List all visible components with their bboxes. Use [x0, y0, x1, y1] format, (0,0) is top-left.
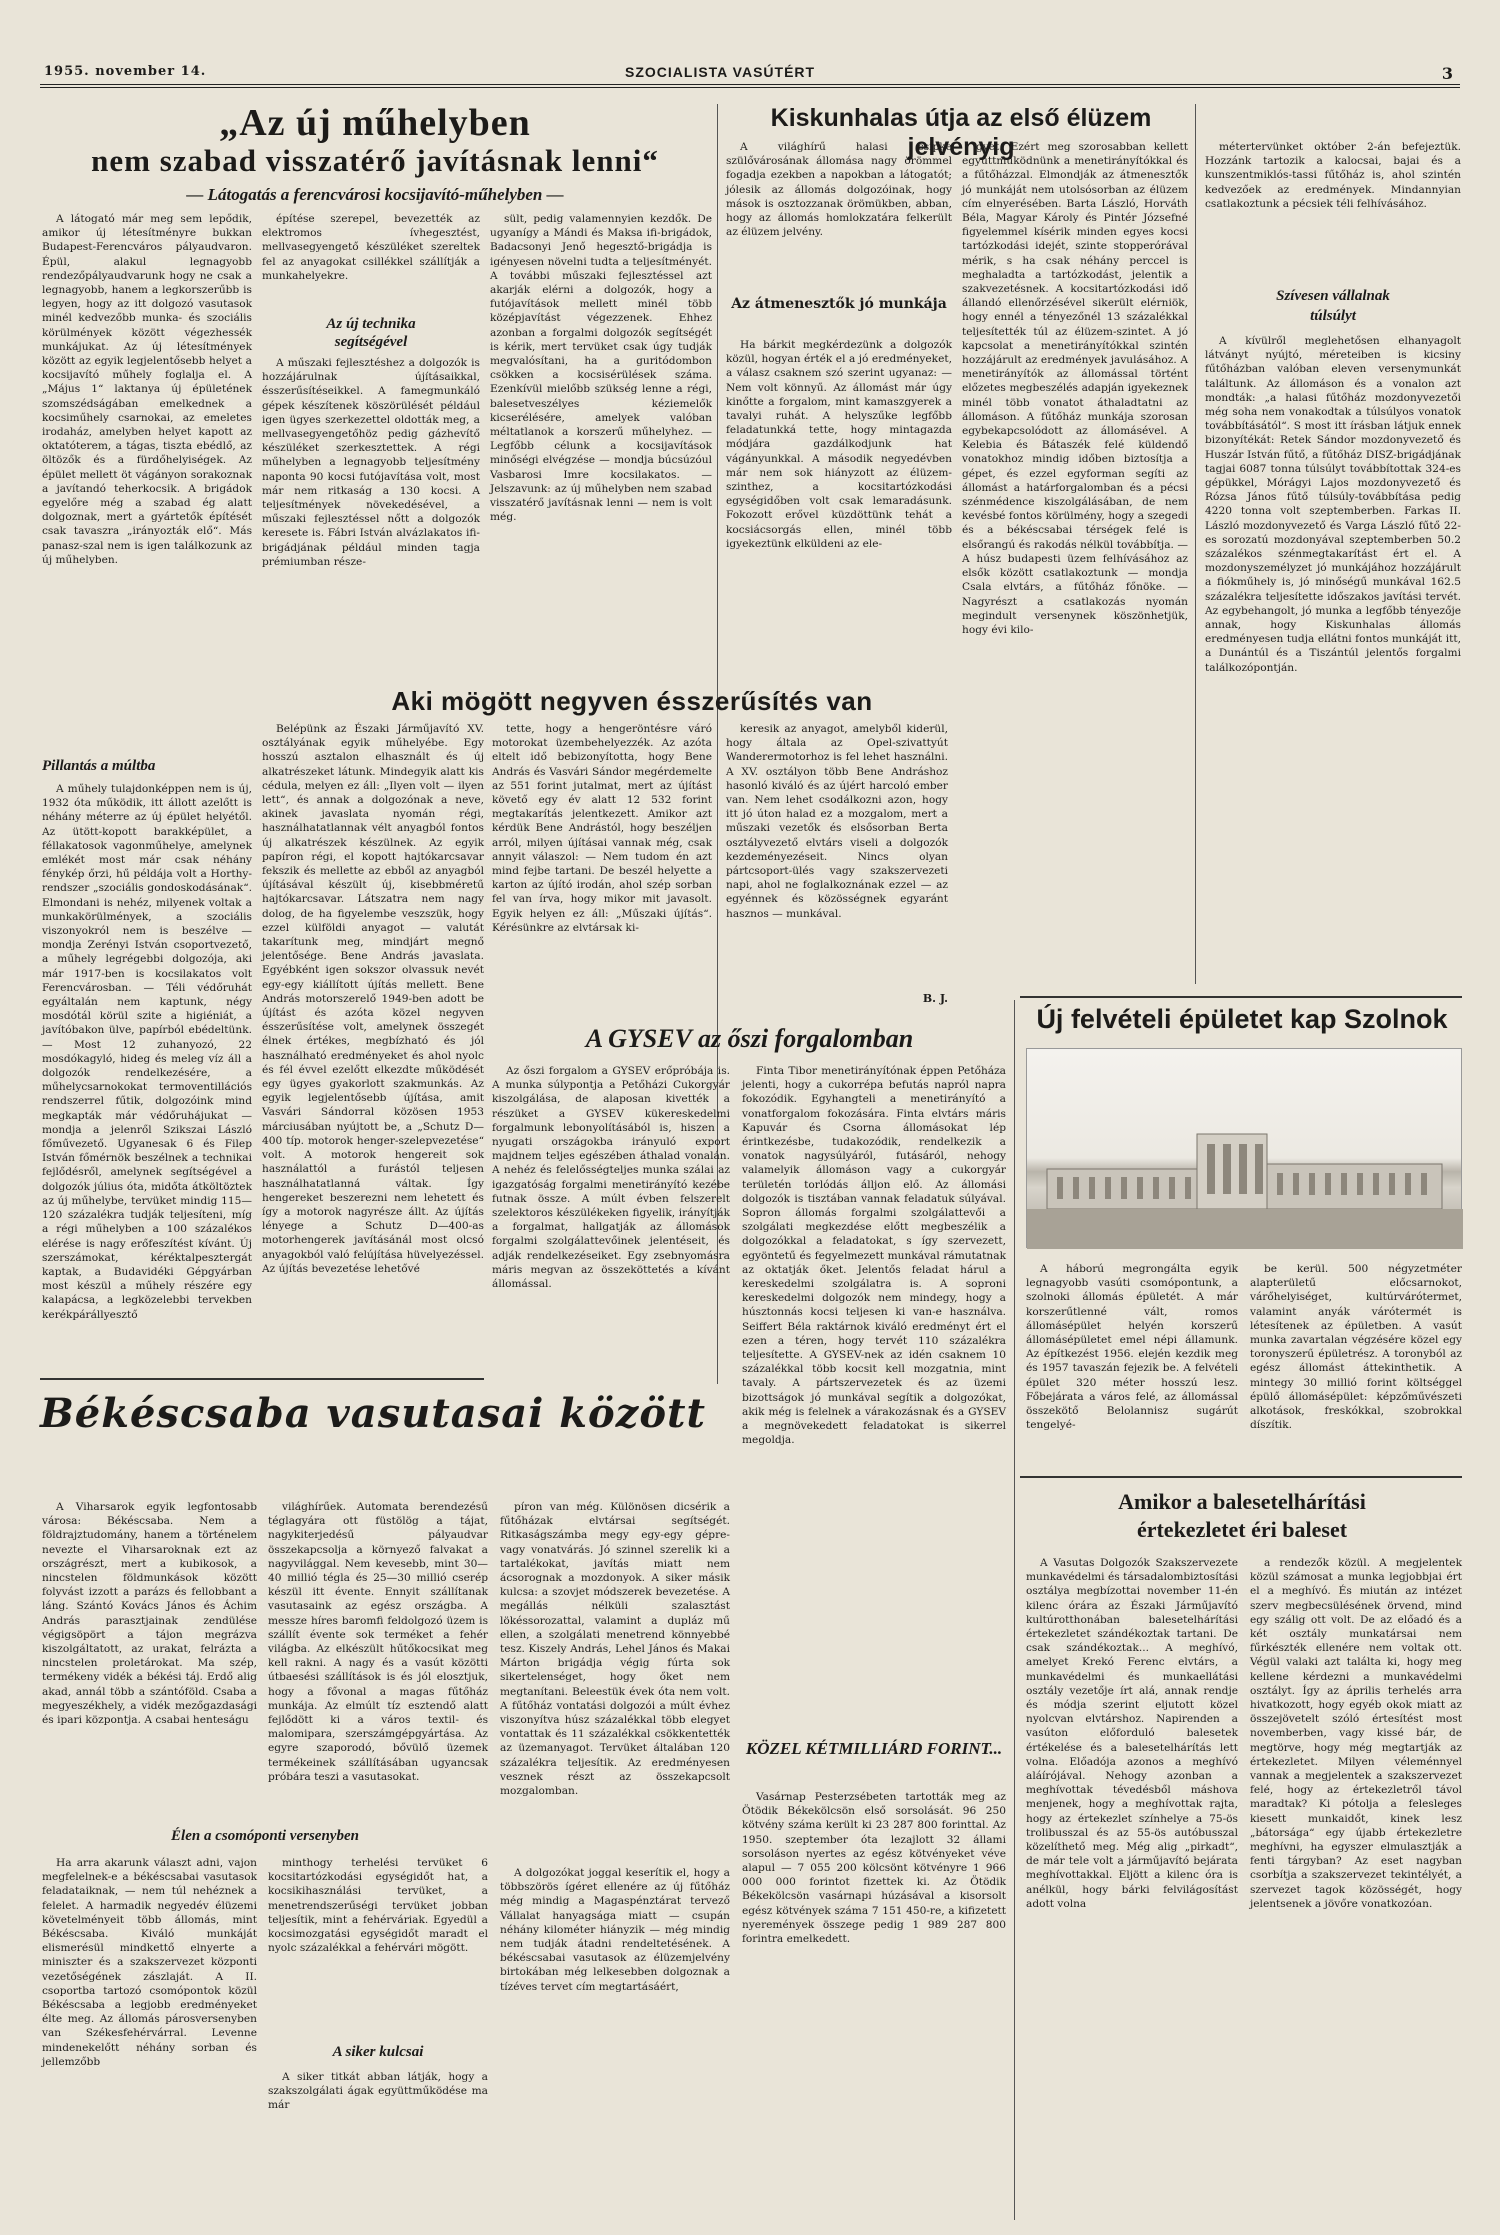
- article-4-subhead: KÖZEL KÉTMILLIÁRD FORINT...: [745, 1739, 1003, 1758]
- column-rule: [1195, 104, 1196, 984]
- article-6-paragraph: be kerül. 500 négyzetméter alapterületű előcsarnokot, várőhelyiséget, kultúrvárótermet, valamint anyák várótermét is létesítenek az épületben. A vasút munka zavartalan végzésére közel egy toronyszerű épületrész. A toronyból az egész állomást áttekinthetik. A mintegy 30 millió forint költséggel épülő állomásépület: képzőművészeti alkotások, freskókkal, szobrokkal díszítik.: [1250, 1263, 1462, 1432]
- article-2-subhead-2a: Szívesen vállalnak: [1276, 288, 1390, 304]
- article-2-paragraph: A világhírű halasi csipke szülővárosának állomása nagy örömmel fogadja ezekben a napokban a látogatót; jólesik az állomás dolgozóinak, hogy mások is osztozzanak örömükben, abban, hogy az állomás homlokzatára felkerült az élüzem jelvény.: [726, 141, 952, 239]
- article-1-paragraph: A látogató már meg sem lepődik, amikor új létesítményre bukkan Budapest-Ferencváros pályaudvaron. Épül, alakul legnagyobb rendezőpályaudvarunk hogy ne csak a legnagyobb, hanem a legkorszerűbb is legyen, hogy az itt dolgozó vasutasok minél kedvezőbb munka- és szociális körülmények között végezhessék munkájukat. Az új létesítmények között az egyik legjelentősebb helyet a kocsijavító műhely foglalja el. A „Május 1“ laktanya új épületének szomszédságában emelkednek a kocsiműhely csarnokai, az emeletes irodaház, amelyben helyet kapott az oktatóterem, a tágas, tiszta ebédlő, az öltözők és a fürdőhelyiségek. Az épület mellett öt vágányon sorakoznak a javítandó teherkocsik. A brigádok egyelőre még a szabad ég alatt dolgoznak, mert a gyártetők építését csak tavaszra „irányozták elő“. Más panasz-szal nem is igen találkozunk az új műhelyben.: [42, 213, 252, 566]
- issue-date: 1955. november 14.: [44, 64, 207, 79]
- article-5-column-3: [500, 1500, 730, 1858]
- article-1-kicker: — Látogatás a ferencvárosi kocsijavító-műhelyben —: [186, 185, 564, 204]
- article-3-paragraph: keresik az anyagot, amelyből kiderül, hogy általa az Opel-szivattyút Wanderermotorhoz is fel lehet használni. A XV. osztályon több Bene Andráshoz hasonló kiváló és az újért harcoló ember van. Nem lehet csodálkozni azon, hogy itt jó úton halad ez a mozgalom, mert a műszaki vezetők és elsősorban Berta osztályvezető elvtárs viseli a dolgozók kezdeményezéseit. Nincs olyan pártcsoport-ülés vagy szakszervezeti napi, ahol ne foglalkoznának ezzel — az egyénnek és közösségnek egyaránt hasznos — munkával.: [726, 723, 948, 920]
- article-1-column-2: [262, 212, 480, 312]
- masthead: [40, 62, 1460, 88]
- article-2-paragraph: A kívülről meglehetősen elhanyagolt látványt nyújtó, méreteiben is kicsiny fűtőházban valóban eleven versenymunkát találtunk. Az állomáson és a vonalon azt mondták: „a halasi fűtőház mozdonyvezetői még soha nem vonakodtak a túlsúlyos vonatok továbbításától“. S most itt írásban látjuk ennek bizonyítékát: Retek Sándor mozdonyvezető és Huszár István fűtő, a fűtőház DISZ-brigádjának tagjai 6087 tonna túlsúlyt továbbítottak 324-es gépükkel, Mórágyi Lajos mozdonyvezető és Rózsa János fűtő túlsúly-továbbítása pedig 4220 tonna volt szeptemberben. Farkas II. László mozdonyvezető és Varga László fűtő 22-es sorozatú mozdonyával szeptemberben 50.2 százalékos szénmegtakarítást ért el. A mozdonyszemélyzet jó munkájához hozzájárult a fiókműhely is, jó minőségű munkával 162.5 százalékra teljesítette időszakos javítási tervét. Az egybehangolt, jó munka a legfőbb tényezője annak, hogy Kiskunhalas állomás eredményesen tudja ellátni fontos munkáját itt, a Dunántúl és a Tiszántúl jelentős forgalmi találkozópontján.: [1205, 335, 1461, 674]
- article-4-paragraph: Finta Tibor menetirányítónak éppen Petőháza jelenti, hogy a cukorrépa befutás napról napra fokozódik. Egyhangteli a menetirányító a vonatforgalom fokozására. Finta elvtárs máris Kapuvár és Csorna állomásokat lép érintkezésbe, tudakozódik, rendelkezik a vonatok nagysúlyáról, futásáról, nehogy valamelyik állomáson vagy a cukorgyár területén torlódás álljon elő. Az állomási dolgozók is tisztában vannak feladatuk súlyával. Sopron állomás forgalmi szolgálattevői a szolgálati megkezdése előtt megbeszélik a dolgozókkal a feladatokat, s így szervezett, egyöntetű és fegyelmezett munkával rámutatnak az oktatják őket. Jelentős feladat hárul a kereskedelmi szolgálatra is. A soproni kereskedelmi dolgozók nem mindegy, hogy a húsztonnás kocsi teljesen ki van-e használva. Seiffert Béla raktárnok kiváló eredményt ért el ezen a téren, hogy tervét 110 százalékra teljesítette. A GYSEV-nek az idén csaknem 10 százalékkal több kocsit kell mozgatnia, mint tavaly. A pártszervezetek és az üzemi bizottságok jó munkával segítik a dolgozókat, akik még is felelnek a várakozásnak és a GYSEV a megnövekedett feladatokat is sikerrel megoldja.: [742, 1065, 1006, 1447]
- article-5-paragraph: A Viharsarok egyik legfontosabb városa: Békéscsaba. Nem a földrajztudomány, hanem a történelem nevezte el Viharsaroknak ezt az országrészt, mert a kubikosok, a nincstelen földmunkások között folyvást izzott a parázs és fellobbant a láng. Szántó Kovács János és Áchim András parasztjainak zendülése végigsöpört a tájon megrázva kiszolgáltatott, az urakat, felrázta a nincstelen proletárokat. Ma szép, termékeny vidék a békési táj. Erdő alig akad, annál több a szántóföld. Csaba a megyeszékhely, a vidék mezőgazdasági és ipari központja. A csabai henteságu: [42, 1501, 257, 1727]
- article-2-column-1: [726, 140, 952, 290]
- article-2-paragraph: métertervünket október 2-án befejeztük. Hozzánk tartozik a kalocsai, bajai és a kunszentmiklós-tassi fűtőház is, ahol szintén kedvezőek az eredmények. Mindannyian csatlakoztunk a pécsiek téli felhívásához.: [1205, 141, 1461, 210]
- article-2-paragraph: gyet. Ezért meg szorosabban kellett együttműködnünk a menetirányítókkal és a fűtőházzal. Elmondják az átmenesztők jó munkáját nem utolsósorban az élüzem cím elnyerésében. Barta László, Horváth Béla, Magyar Károly és Pintér Józsefné figyelemmel kísérik minden egyes kocsi tartózkodási idejét, szinte stopperórával mérik, s ha csak néhány perccel is meghaladta a tartózkodást, jelentik a szakvezetésnek. A kocsitartózkodási idő állandó ellenőrzésével sikerült elérniök, hogy ennél a tényezőnél 13 százalékkal teljesítették túl az élüzem-szintet. A jó kapcsolat a menetirányítókkal szintén hozzájárult az eredmények javulásához. A menetirányítók az állomással történt előzetes megbeszélés adapján igyekeznek minél több vonatot áthaladtatni az állomáson. A fűtőház munkája szorosan egybekapcsolódott az állomásével. A Kelebia és Bátaszék felé küldendő vonatokhoz mindig időben biztosítja a gépet, és ezzel egyforman segíti az állomást a határforgalomban és a pécsi szénmédence kiszolgálásában, de nem kevésbé fontos körülmény, hogy a szegedi és a békéscsabai térségek felé is elsőrangú és rakodás nélkül továbbítja. — A húsz budapesti üzem felhívásához az elsők között csatlakoztunk — mondja Csala elvtárs, a fűtőház főnöke. — Nagyrészt a csatlakozás nyomán megindult versenynek köszönhetjük, hogy évi kilo-: [962, 141, 1188, 636]
- article-7-column-1: [1026, 1556, 1238, 2218]
- article-5-paragraph: világhírűek. Automata berendezésű téglagyára ott füstölög a tájat, nagykiterjedésű pályaudvar összekapcsolja a környező falvakat a nagyvilággal. Nem kevesebb, mint 30—40 millió tégla és 25—30 millió cserép készül itt évente. Ennyit szállítanak vasutasaink az egész országba. A messze híres baromfi feldolgozó üzem is szállít évente sok terméket a fehér világba. Az elkészült hűtőkocsikat meg kell rakni. A nagy és a vasút közötti útbaesési szállítások is és jól elosztjuk, hogy a fővonal a magas fűtőház munkája. Az elmúlt tíz esztendő alatt fejlődött ki a város textil- és malomipara, szerszámgépgyártása. Az egyre szaporodó, bővülő üzemek termékeinek szállításában ugyancsak próbára teszi a vasutasokat.: [268, 1501, 488, 1783]
- article-3-headline: Aki mögött negyven ésszerűsítés van: [391, 686, 873, 716]
- article-7-headline-line1: Amikor a balesetelhárítási: [1118, 1489, 1366, 1514]
- article-5-subhead-ranking: Élen a csomóponti versenyben: [171, 1828, 359, 1844]
- article-5-headline: Békéscsaba vasutasai között: [40, 1390, 707, 1437]
- article-1-headline-line1: „Az új műhelyben: [219, 102, 531, 144]
- article-3-paragraph: Belépünk az Északi Járműjavító XV. osztályának egyik műhelyébe. Egy hosszú asztalon elhasznált és új alkatrészeket látunk. Mindegyik alatt kis cédula, melyen ez áll: „Ilyen volt — ilyen lett“, és annak a dolgozónak a neve, akinek javaslata nyomán régi, használhatatlannak vélt anyagból fontos új alkatrészek készülnek. Az egyik papíron régi, el kopott hajtókarcsavar fekszik és mellette az ebből az anyagból újításával készült új, kisebbméretű hajtókarcsavar. Látszatra nem nagy dolog, de ha figyelembe veszszük, hogy ezzel külföldi anyagot — valutát takarítunk meg, mindjárt megnő jelentősége. Bene András javaslata. Egyébként igen sokszor olvassuk nevét egy-egy kiállított újítás mellett. Bene András motorszerelő 1949-ben adott be újítást és azóta közel negyven ésszerűsítése volt, amelynek összegét élnek értékes, megbízható és jól használható eredményeket és ahol nyolc és fél évvel ezelőtt elkezdte működését egy ügyes gyakorlott szakmunkás. Az egyik legjelentősebb újítása, amit Vasvári Sándorral közösen 1953 márciusában nyújtott be, a „Schutz D—400 típ. motorok henger-szelepvezetése“ volt. A motorok hengereit sok használattól a furástól teljesen használhatatlanná váltak. Így hengereket beszerezni nem lehetett és így a motorok nagyrésze állt. Az újítás lényege a Schutz D—400-as motorhengerek javításánál most olcsó anyagokból való felújítása hüvelyezéssel. Az újítás bevezetése lehetővé: [262, 723, 484, 1275]
- column-rule: [1014, 1000, 1015, 2220]
- article-1-paragraph: építése szerepel, bevezették az elektromos ívhegesztést, mellvasegyengető készüléket szereltek fel az anyagokat csillékkel szállítják a munkahelyekre.: [262, 213, 480, 282]
- article-2-column-3b: [1205, 334, 1461, 986]
- article-5-column-1b: [42, 1856, 257, 2218]
- article-5-column-2: [268, 1500, 488, 1812]
- article-5-paragraph: A siker titkát abban látják, hogy a szakszolgálati ágak együttműködése ma már: [268, 2071, 488, 2112]
- article-2-headline: Kiskunhalas útja az első élüzem jelvényig: [770, 104, 1152, 161]
- article-6-column-1: [1026, 1262, 1238, 1462]
- article-7-paragraph: A Vasutas Dolgozók Szakszervezete munkavédelmi és társadalombiztosítási osztálya megbízottai november 11-én kilenc órára az Északi Járműjavító kultúrotthonában balesetelhárítási értekezletet szándékoztak tartani. De csak szándékoztak... A meghívó, amelyet Krekó Ferenc elvtárs, a munkavédelmi és munkaellátási osztály vezetője írt alá, annak rendje és módja szerint eljutott közel nyolcvan elvtárshoz. Napirenden a vasúton előforduló balesetek értékelése és a balesetelhárítás lett volna. Előadója azonos a meghívó aláírójával. Nehogy azonban a meghívottak tévedésből máshova menjenek, hogy a meghívottak rajta, hogy az értekezlet színhelye a 75-ös trolibusszal és az 55-ös autóbusszal közelíthető meg. Még alig „pirkadt“, de már tele volt a járműjavító bejárata meghívottakkal. Eljött a kilenc óra is anélkül, hogy bárki felvilágosítást adott volna: [1026, 1557, 1238, 1910]
- article-2-subhead: Az átmenesztők jó munkája: [731, 296, 947, 312]
- article-1-subhead-tech-1: Az új technika: [326, 316, 416, 332]
- article-5-paragraph: minthogy terhelési tervüket 6 kocsitartózkodási egységidőt hat, a kocsikihasználási tervüket, a menetrendszerűségi tervüket jobban teljesítik, mint a fehérváriak. Egyedül a kocsimozgatási egységidőt maradt el nyolc százalékkal a fehérvári mögött.: [268, 1857, 488, 1955]
- article-4-column-2b: [742, 1790, 1006, 2090]
- article-6-headline: Új felvételi épületet kap Szolnok: [1036, 1004, 1448, 1034]
- article-2-subhead-2b: túlsúlyt: [1310, 308, 1356, 324]
- article-4-paragraph: Vasárnap Pesterzsébeten tartották meg az Ötödik Békekölcsön első sorsolását. 96 250 kötvény száma került ki 23 287 800 forinttal. Az 1950. szeptember óta lezajlott 32 állami sorsoláson nyertes az egész kötvényeket véve alapul — 7 055 200 kölcsönt kötvényre 1 966 000 000 forintot fizettek ki. Az Ötödik Békekölcsön vasárnapi húzásával a kisorsolt egész kötvények száma 7 151 450-re, a kifizetett nyeremények összege pedig 1 989 287 800 forintra emelkedett.: [742, 1791, 1006, 1946]
- article-1-subhead-history: Pillantás a múltba: [42, 758, 156, 774]
- section-rule: [40, 1378, 484, 1380]
- station-building-photo: [1026, 1048, 1462, 1248]
- article-5-paragraph: Ha arra akarunk választ adni, vajon megfelelnek-e a békéscsabai vasutasok feladataiknak, — nem túl nehéznek a felelet. A harmadik negyedév élüzemi követelményeit több állomás, mint Békéscsaba. Kiváló munkáját elismerésül mindkettő elnyerte a miniszter és a szakszervezet központi vezetőségének zászlaját. A II. csoportba tartozó csomópontok közül Békéscsaba a legjobb eredményeket élte meg. Az állomás párosversenyben van Székesfehérvárral. Levenne mindenekelőtt néhány sorban és jellemzőbb: [42, 1857, 257, 2068]
- article-1-paragraph: A műhely tulajdonképpen nem is új, 1932 óta működik, itt állott azelőtt is néhány méterre az új épület helyétől. Az ütött-kopott barakképület, a féllakatosok vagonműhelye, amelynek emlékét most már csak néhány fénykép őrzi, hű példája volt a Horthy-rendszer „szociális gondoskodásának“. Elmondani is nehéz, milyenek voltak a munkakörülmények, a szociális viszonyokról nem is beszélve — mondja Zerényi István csoportvezető, a műhely legrégebbi dolgozója, aki már 1917-ben is kocsilakatos volt Ferencvárosban. — Téli védőruhát egyáltalán nem kaptunk, négy mosdótál körül szite a higiéniát, a javítóbakon ülve, papírból ebédeltünk. — Most 12 zuhanyozó, 22 mosdókagyló, hideg és meleg víz áll a dolgozók rendelkezésére, a műhelycsarnokokat termoventillációs rendszerrel fűtik, dolgozóink mind megkapták már védőruhájukat — mondja a jelenről Szikszai László főművezető. Ugyanesak 6 és Filep István főmérnök beszélnek a technikai fejlődésről, amelynek segítségével a dolgozók július óta, midőta átköltöztek az új műhelybe, tervüket mindig 115—120 százalékra tudják teljesíteni, míg a régi műhelyben a 100 százalékos elérése is nagy erőfeszítést kívánt. Új szerszámokat, kéréktalpesztergát kaptak, a Budavidéki Gépgyárban most készül a műhely részére egy kalapácsa, a legközelebbi tervekben kerékpárállyesztő: [42, 783, 252, 1321]
- article-3-column-3: [726, 722, 948, 992]
- article-5-column-3b: [500, 1866, 730, 2218]
- article-1-paragraph: A műszaki fejlesztéshez a dolgozók is hozzájárulnak újításaikkal, ésszerűsítéseikkel. A famegmunkáló gépek készítenek köszörülését például igen ügyes szerkezettel oldották meg, a mellvasegyengetőhöz pedig gázhevítő készüléket szerkesztettek. A régi műhelyben a legnagyobb teljesítmény naponta 90 kocsi futójavítása volt, most már nem ritkaság a 130 kocsi. A teljesítmények növekedésével, a műszaki fejlesztéssel nőtt a dolgozók keresete is. Fábri István alvázlakatos ifi-brigádjának például minden tagja prémiumban része-: [262, 357, 480, 568]
- article-1-column-3: [490, 212, 712, 656]
- article-7-headline-line2: értekezletet éri baleset: [1136, 1517, 1348, 1542]
- article-2-column-1b: [726, 338, 952, 668]
- article-1-column-1b: [42, 782, 252, 1362]
- article-4-column-2: [742, 1064, 1006, 1736]
- article-3-column-1: [262, 722, 484, 1412]
- paper-name: SZOCIALISTA VASÚTÉRT: [625, 64, 816, 80]
- page-number: 3: [1441, 64, 1454, 83]
- station-building-illustration: [1027, 1049, 1463, 1249]
- article-5-column-1: [42, 1500, 257, 1816]
- section-rule: [1020, 1476, 1462, 1478]
- article-3-column-2: [492, 722, 712, 1012]
- article-1-column-1: [42, 212, 252, 754]
- article-5-subhead-keys: A siker kulcsai: [332, 2044, 424, 2060]
- article-4-paragraph: Az őszi forgalom a GYSEV erőpróbája is. A munka súlypontja a Petőházi Cukorgyár kiszolgálása, de alaposan kivették a részüket a GYSEV kükereskedelmi forgalmunk lebonyolításából is, hiszen a nyugati országokba irányuló export majdnem teljes egészében áthalad vonalán. A nehéz és felelősségteljes munka szálai az igazgatóság forgalmi menetirányító kezébe futnak össze. A múlt évben felszerelt szelektoros készülékeken figyelik, irányítják a forgalmat, hallgatják az állomások forgalmi szolgálattevőinek jelentéseit, és adják rendelkezéseiket. Egy zsebnyomásra máris megvan az összeköttetés a kívánt állomással.: [492, 1065, 730, 1291]
- article-6-paragraph: A háború megrongálta egyik legnagyobb vasúti csomópontunk, a szolnoki állomás épületét. A már korszerűtlenné vált, romos állomásépület helyén korszerű állomásépületet emel népi államunk. Az építkezést 1956. elején kezdik meg és 1957 tavaszán fejezik be. A felvételi épület 320 méter hosszú lesz. Főbejárata a város felé, az állomással összekötő Belolannisz sugárút tengelyé-: [1026, 1263, 1238, 1432]
- article-2-column-3: [1205, 140, 1461, 280]
- article-1-column-2b: [262, 356, 480, 656]
- article-2-column-2: [962, 140, 1188, 668]
- article-7-column-2: [1250, 1556, 1462, 2218]
- article-1-subhead-tech-2: segítségével: [334, 334, 408, 350]
- section-rule: [1020, 996, 1462, 998]
- article-2-paragraph: Ha bárkit megkérdezünk a dolgozók közül, hogyan érték el a jó eredményeket, a válasz csaknem szó szerint ugyanaz: — Nem volt könnyű. Az állomást már úgy kinőtte a forgalom, mint kamaszgyerek a tavalyi ruhát. A helyszűke legfőbb feladatunkká tette, hogy mintagazda módjára gazdálkodjunk hat vágányunkkal. A második negyedévben már nem sok hiányzott az élüzem-szinthez, a kocsitartózkodási egységidőben volt csak lemaradásunk. Fokozott erővel küzdöttünk tehát a kocsiácsorgás ellen, minél több igyekeztünk elküldeni az ele-: [726, 339, 952, 550]
- article-1-headline-line2: nem szabad visszatérő javításnak lenni“: [91, 143, 659, 178]
- article-7-paragraph: a rendezők közül. A megjelentek közül számosat a munka legjobbjai ért el a meghívó. És miután az intézet szerv megbecsülésének örvend, mind egy szálig ott volt. De az előadó és a két osztály munkatársai nem fűrkészték ellenére nem voltak ott. Végül valaki azt találta ki, hogy meg kellene kérdezni a munkavédelmi osztályt. Így az április terhelés arra hivatkozott, hogy egyéb okok miatt az összejövetelt szóló értesítést most novemberben, vagy kissé bár, de megtörve, hogy még megtartják az értekezletet. Milyen véleménnyel vannak a megjelentek a szakszervezet felé, hogy az értekezletről távol maradtak? Ki pótolja a felesleges kiesett munkaidőt, kinek lesz „bátorsága“ egy újabb értekezletre meghívni, ha egyszer elmulasztják a fenti tárgyban? Az eset nagyban csorbítja a szakszervezet tekintélyét, a szervezet tagok közösségét, hogy jelentsenek a jövőre vonatkozóan.: [1250, 1557, 1462, 1910]
- article-4-headline: A GYSEV az őszi forgalomban: [585, 1024, 914, 1053]
- article-5-paragraph: píron van még. Különösen dicsérik a fűtőházak elvtársai segítségét. Ritkaságszámba megy egy-egy gépre- vagy vonatvárás. Jó szinnel szerelik ki a tartalékokat, javítás miatt nem ácsorognak a mozdonyok. A siker másik kulcsa: a szovjet módszerek bevezetése. A megállás nélküli szalasztást lökéssorozattal, valamint a dupláz mű ellen, a szolgálati menetrend könnyebbé tesz. Kiszely András, Lehel János és Makai Márton brigádja végig fúrta sok sikertelenséget, hogy őket nem megtanítani. Beleestük évek óta nem volt. A fűtőház vontatási dolgozói a múlt évhez viszonyítva húsz százalékkal több elegyet vontattak és 11 százalékkal csökkentették az üzemanyagot. Tervüket általában 120 százalékra teljesítik. Az eredményesen vesznek részt az összekapcsolt mozgalomban.: [500, 1501, 730, 1798]
- article-3-paragraph: tette, hogy a hengeröntésre váró motorokat üzembehelyezzék. Az azóta eltelt idő bebizonyította, hogy Bene András és Vasvári Sándor megérdemelte az 551 forint jutalmat, mert az újítást követő egy év alatt 12 532 forint megtakarítás jelentkezett. Amikor azt kérdük Bene Andrástól, hogy beszéljen arról, milyen újításai vannak még, csak annyit válaszol: — Nem tudom én azt mind fejbe tartani. De beszél helyette a karton az újító irodán, ahol szép sorban fel van írva, hogy mikor mit javasolt. Egyik helyen ez áll: „Műszaki újítás“. Kérésünkre az elvtársak ki-: [492, 723, 712, 934]
- article-5-column-2c: [268, 2070, 488, 2218]
- article-1-paragraph: sült, pedig valamennyien kezdők. De ugyanígy a Mándi és Maksa ifi-brigádok, Badacsonyi Jenő hegesztő-brigádja is igényesen növelni tudta a teljesítményét. A további műszaki fejlesztéssel azt akarják elérni a dolgozók, hogy a futójavítások mellett minél több középjavítást végezzenek. Ehhez azonban a forgalmi dolgozók segítségét is kérik, mert tervüket csak úgy tudják megvalósítani, ha a guritódombon csökken a kocsisérülések száma. Ezenkívül mielőbb szükség lenne a régi, balesetveszélyes kéziemelők kicserélésére, amelyek valóban méltatlanok a korszerű műhelyhez. — Legfőbb célunk a kocsijavítások minőségi elvégzése — mondja búcsúzóul Vasbarosi Imre kocsilakatos. — Jelszavunk: az új műhelyben nem szabad visszatérő javításnak lenni — nem is volt még.: [490, 213, 712, 524]
- article-6-column-2: [1250, 1262, 1462, 1462]
- article-5-column-2b: [268, 1856, 488, 2030]
- article-5-paragraph: A dolgozókat joggal keserítik el, hogy a többszörös ígéret ellenére az új fűtőház még mindig a Magaspénztárat tervező Vállalat hanyagsága miatt — csupán néhány kilométer hiányzik — még mindig nem tudják átadni rendeltetésének. A békéscsabai vasutasok az élüzemjelvény birtokában még lelkesebben dolgoznak a tízéves tervet cím megtartásáért,: [500, 1867, 730, 1993]
- article-3-byline: B. J.: [922, 992, 948, 1005]
